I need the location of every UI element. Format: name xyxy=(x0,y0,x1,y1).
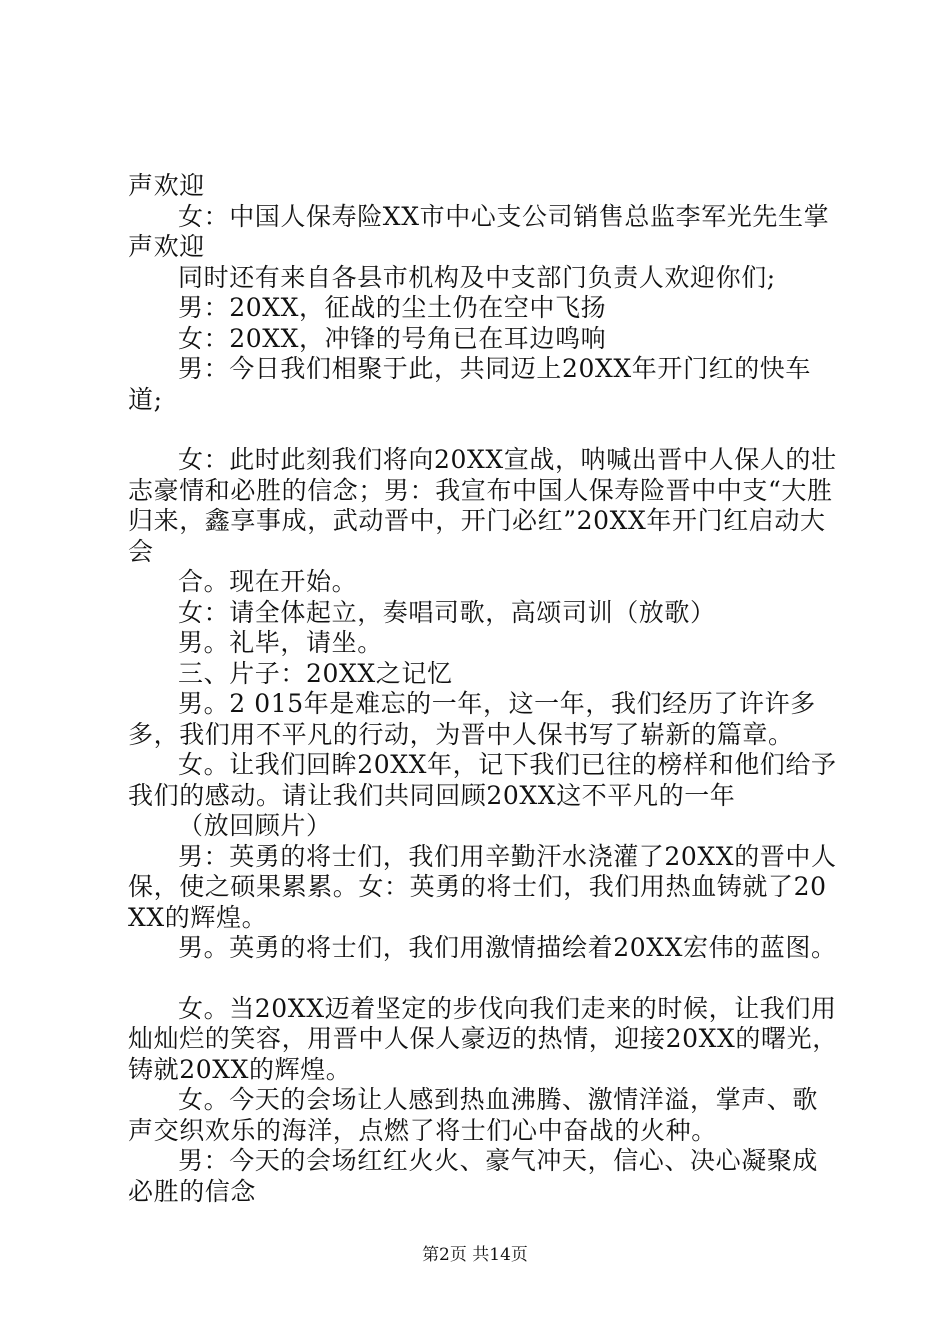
body-paragraph: （放回顾片） xyxy=(178,811,332,840)
body-paragraph: 女：中国人保寿险XX市中心支公司销售总监李军光先生掌声欢迎 xyxy=(128,201,830,261)
body-paragraph: 同时还有来自各县市机构及中支部门负责人欢迎你们; xyxy=(178,262,776,292)
body-paragraph: 女。今天的会场让人感到热血沸腾、激情洋溢，掌声、歌声交织欢乐的海洋，点燃了将士们心中奋战的火种。 xyxy=(128,1085,819,1145)
document-body xyxy=(128,171,840,1207)
body-paragraph: 女。当20XX迈着坚定的步伐向我们走来的时候，让我们用灿灿烂的笑容，用晋中人保人豪迈的热情，迎接20XX的曙光，铸就20XX的辉煌。 xyxy=(128,993,838,1084)
body-paragraph: 合。现在开始。 xyxy=(178,567,358,596)
body-paragraph: 女：请全体起立，奏唱司歌，高颂司训（放歌） xyxy=(178,597,716,627)
body-paragraph: 男。礼毕，请坐。 xyxy=(178,628,383,657)
body-paragraph: 男。2 015年是难忘的一年，这一年，我们经历了许许多多，我们用不平凡的行动，为晋中人保书写了崭新的篇章。 xyxy=(128,689,816,749)
body-paragraph: 女：20XX，冲锋的号角已在耳边鸣响 xyxy=(178,323,607,353)
body-paragraph: 声欢迎 xyxy=(128,171,205,200)
body-paragraph: 男：20XX，征战的尘土仍在空中飞扬 xyxy=(178,293,607,322)
body-paragraph: 三、片子：20XX之记忆 xyxy=(178,658,453,688)
body-paragraph: 男。英勇的将士们，我们用激情描绘着20XX宏伟的蓝图。 xyxy=(178,933,837,962)
page-number-footer: 第2页 共14页 xyxy=(422,1245,528,1265)
body-paragraph: 女。让我们回眸20XX年，记下我们已往的榜样和他们给予我们的感动。请让我们共同回顾20XX这不平凡的一年 xyxy=(128,750,837,810)
body-paragraph: 男：今日我们相聚于此，共同迈上20XX年开门红的快车道; xyxy=(128,354,812,414)
body-paragraph: 男：英勇的将士们，我们用辛勤汗水浇灌了20XX的晋中人保，使之硕果累累。女：英勇的将士们，我们用热血铸就了20XX的辉煌。 xyxy=(128,841,837,932)
body-paragraph: 男：今天的会场红红火火、豪气冲天，信心、决心凝聚成必胜的信念 xyxy=(128,1146,819,1206)
body-paragraph: 女：此时此刻我们将向20XX宣战，呐喊出晋中人保人的壮志豪情和必胜的信念；男：我宣布中国人保寿险晋中中支“大胜归来，鑫享事成，武动晋中，开门必红”20XX年开门红启动大会 xyxy=(128,445,837,566)
